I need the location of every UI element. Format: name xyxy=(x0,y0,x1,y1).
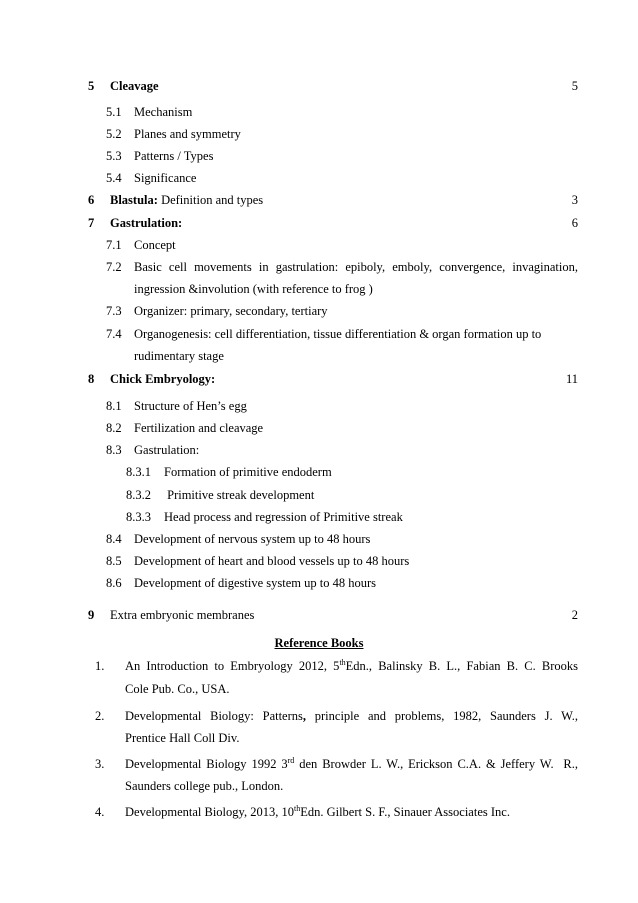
item-number: 7.1 xyxy=(106,238,122,252)
list-item xyxy=(0,169,638,187)
list-item xyxy=(0,103,638,121)
list-item xyxy=(0,236,638,254)
unit-number: 9 xyxy=(88,608,95,622)
item-text: ingression &involution (with reference to frog ) xyxy=(134,282,373,296)
unit-number: 6 xyxy=(88,193,95,207)
reference-number: 2. xyxy=(95,709,105,723)
reference-text xyxy=(125,803,510,821)
unit-heading xyxy=(0,370,638,388)
list-item xyxy=(0,325,638,343)
item-number: 5.4 xyxy=(106,171,122,185)
unit-title: Extra embryonic membranes xyxy=(110,608,255,622)
item-text: Formation of primitive endoderm xyxy=(164,465,332,479)
list-item-continuation xyxy=(0,347,638,365)
reference-text-part: An Introduction to Embryology 2012, 5 xyxy=(125,659,340,673)
reference-books-heading: Reference Books xyxy=(274,636,364,650)
reference-text xyxy=(125,657,578,675)
unit-title-rest: Definition and types xyxy=(157,193,264,207)
item-text: Mechanism xyxy=(134,105,193,119)
item-number: 8.4 xyxy=(106,532,122,546)
item-text: rudimentary stage xyxy=(134,349,224,363)
list-item xyxy=(0,258,638,276)
item-number: 8.6 xyxy=(106,576,122,590)
reference-item xyxy=(0,657,638,675)
reference-number: 1. xyxy=(95,659,105,673)
list-item xyxy=(0,302,638,320)
sub-list-item xyxy=(0,508,638,526)
sub-list-item xyxy=(0,463,638,481)
item-text: Basic cell movements in gastrulation: epiboly, emboly, convergence, invagination, xyxy=(134,260,578,274)
reference-superscript: th xyxy=(339,658,346,667)
item-number: 8.1 xyxy=(106,399,122,413)
item-text: Fertilization and cleavage xyxy=(134,421,264,435)
unit-hours: 11 xyxy=(565,372,578,386)
unit-heading xyxy=(0,77,638,95)
reference-text-part: , xyxy=(302,709,307,723)
reference-text-part: Developmental Biology 1992 3 xyxy=(125,757,288,771)
reference-text xyxy=(125,707,578,725)
reference-superscript: rd xyxy=(287,756,295,765)
item-number: 8.2 xyxy=(106,421,122,435)
item-number: 7.4 xyxy=(106,327,122,341)
list-item xyxy=(0,397,638,415)
unit-title: Gastrulation: xyxy=(110,216,183,230)
item-number: 5.2 xyxy=(106,127,122,141)
item-number: 7.3 xyxy=(106,304,122,318)
unit-hours: 3 xyxy=(571,193,578,207)
reference-text-part: Developmental Biology: Patterns xyxy=(125,709,303,723)
sub-list-item xyxy=(0,486,638,504)
list-item xyxy=(0,441,638,459)
reference-text xyxy=(125,755,578,773)
list-item-continuation xyxy=(0,280,638,298)
reference-text-part: Developmental Biology, 2013, 10 xyxy=(125,805,294,819)
reference-text-part: Edn., Balinsky B. L., Fabian B. C. Brooks xyxy=(345,659,578,673)
unit-title xyxy=(110,191,263,209)
reference-text: Prentice Hall Coll Div. xyxy=(125,731,240,745)
item-text: Development of heart and blood vessels up to 48 hours xyxy=(134,554,410,568)
list-item xyxy=(0,530,638,548)
item-number: 8.3.1 xyxy=(126,465,151,479)
reference-item-continuation xyxy=(0,777,638,795)
unit-title-bold: Blastula: xyxy=(110,193,158,207)
list-item xyxy=(0,419,638,437)
reference-text-part: Edn. Gilbert S. F., Sinauer Associates Inc. xyxy=(300,805,510,819)
item-number: 8.3.3 xyxy=(126,510,151,524)
unit-number: 7 xyxy=(88,216,95,230)
item-number: 5.3 xyxy=(106,149,122,163)
unit-hours: 6 xyxy=(571,216,578,230)
unit-number: 8 xyxy=(88,372,95,386)
unit-number: 5 xyxy=(88,79,95,93)
item-text: Development of nervous system up to 48 hours xyxy=(134,532,371,546)
unit-title: Chick Embryology: xyxy=(110,372,216,386)
item-text: Organogenesis: cell differentiation, tissue differentiation & organ formation up to xyxy=(134,327,542,341)
reference-item-continuation xyxy=(0,680,638,698)
item-text: Structure of Hen’s egg xyxy=(134,399,247,413)
unit-hours: 5 xyxy=(571,79,578,93)
reference-text: Saunders college pub., London. xyxy=(125,779,284,793)
unit-title: Cleavage xyxy=(110,79,159,93)
item-number: 5.1 xyxy=(106,105,122,119)
item-text: Patterns / Types xyxy=(134,149,214,163)
item-number: 8.3 xyxy=(106,443,122,457)
item-text: Organizer: primary, secondary, tertiary xyxy=(134,304,328,318)
item-text: Primitive streak development xyxy=(164,488,315,502)
reference-item xyxy=(0,803,638,821)
reference-number: 3. xyxy=(95,757,105,771)
reference-text: Cole Pub. Co., USA. xyxy=(125,682,230,696)
item-number: 8.3.2 xyxy=(126,488,151,502)
reference-text-part: principle and problems, 1982, Saunders J. W., xyxy=(306,709,578,723)
item-text: Gastrulation: xyxy=(134,443,200,457)
item-text: Planes and symmetry xyxy=(134,127,241,141)
list-item xyxy=(0,574,638,592)
item-number: 8.5 xyxy=(106,554,122,568)
unit-heading xyxy=(0,214,638,232)
list-item xyxy=(0,125,638,143)
list-item xyxy=(0,147,638,165)
reference-superscript: th xyxy=(293,804,301,813)
item-number: 7.2 xyxy=(106,260,122,274)
reference-text-part: den Browder L. W., Erickson C.A. & Jeffery W. R., xyxy=(294,757,578,771)
item-text: Concept xyxy=(134,238,176,252)
unit-heading xyxy=(0,191,638,209)
reference-item xyxy=(0,755,638,773)
reference-number: 4. xyxy=(95,805,105,819)
list-item xyxy=(0,552,638,570)
reference-item-continuation xyxy=(0,729,638,747)
item-text: Head process and regression of Primitive streak xyxy=(164,510,403,524)
unit-heading xyxy=(0,606,638,624)
item-text: Significance xyxy=(134,171,197,185)
unit-hours: 2 xyxy=(571,608,578,622)
item-text: Development of digestive system up to 48 hours xyxy=(134,576,376,590)
reference-item xyxy=(0,707,638,725)
